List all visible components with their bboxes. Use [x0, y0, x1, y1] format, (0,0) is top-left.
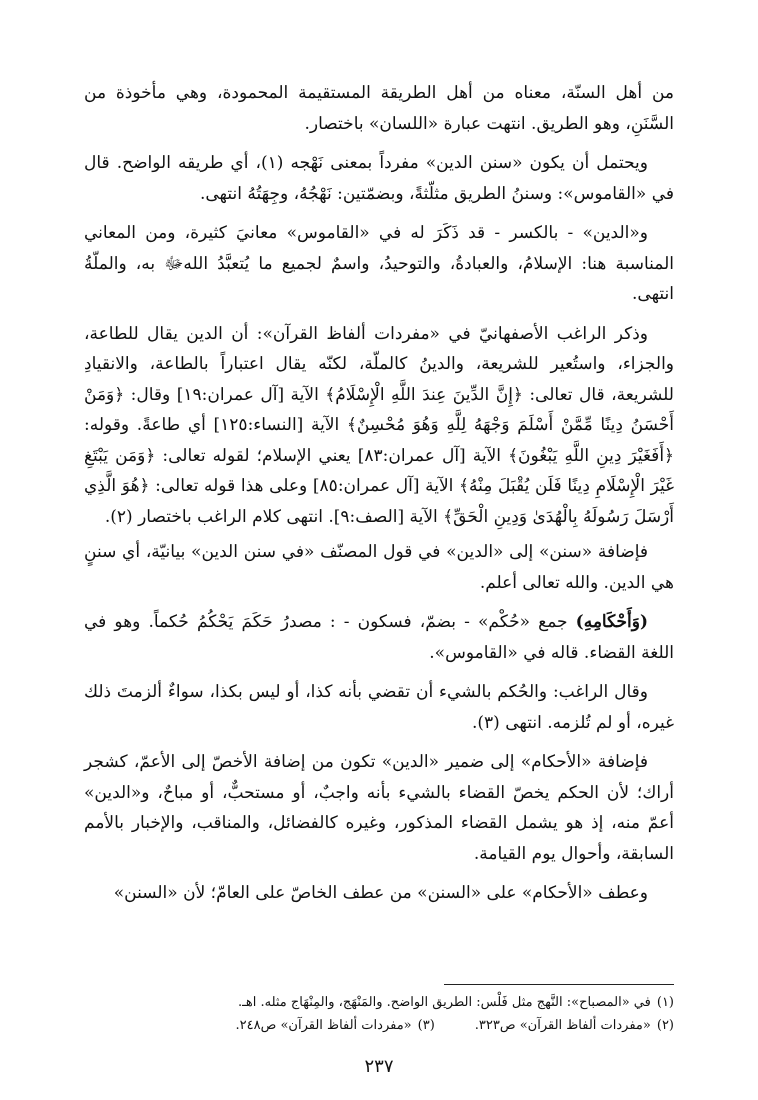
footnote-marker: (٣): [417, 1018, 435, 1033]
lemma-heading: (وَأَحْكَامِهِ): [575, 612, 648, 632]
main-text: [84, 78, 674, 909]
footnote-1: [84, 991, 674, 1014]
footnote-marker: (٢): [656, 1018, 674, 1033]
paragraph-7: وقال الراغب: والحُكم بالشيء أن تقضي بأنه كذا، أو ليس بكذا، سواءٌ ألزمتَ ذلك غيره، أو لم تُلزمه. انتهى (٣).: [84, 682, 674, 733]
paragraph-8: فإضافة «الأحكام» إلى ضمير «الدين» تكون من إضافة الأخصّ إلى الأعمّ، كشجر أراك؛ لأن الحكم يخصّ القضاء بالشيء بأنه واجبٌ، أو مستحبٌّ، أو مباحٌ، و«الدين» أعمّ منه، إذ هو يشمل القضاء المذكور، وغيره كالفضائل، والمناقب، والإخبار بالأمم السابقة، وأحوال يوم القيامة.: [84, 752, 674, 864]
paragraph-6: (وَأَحْكَامِهِ) جمع «حُكْم» - بضمّ، فسكون - : مصدرُ حَكَمَ يَحْكُمُ حُكماً. وهو في اللغة القضاء. قاله في «القاموس».: [84, 612, 674, 663]
footnote-text: «مفردات ألفاظ القرآن» ص٢٤٨.: [235, 1018, 412, 1033]
page-number: ٢٣٧: [364, 1056, 394, 1077]
paragraph-9: وعطف «الأحكام» على «السنن» من عطف الخاصّ على العامّ؛ لأن «السنن»: [113, 883, 648, 903]
paragraph-4: وذكر الراغب الأصفهانيّ في «مفردات ألفاظ القرآن»: أن الدين يقال للطاعة، والجزاء، واستُعير للشريعة، والدينُ كالملّة، لكنّه يقال اعتباراً بالطاعة، والانقيادِ للشريعة، قال تعالى: ﴿إِنَّ الدِّينَ عِندَ اللَّهِ الْإِسْلَامُ﴾ الآية [آل عمران:١٩] وقال: ﴿وَمَنْ أَحْسَنُ دِينًا مِّمَّنْ أَسْلَمَ وَجْهَهُ لِلَّهِ وَهُوَ مُحْسِنٌ﴾ الآية [النساء:١٢٥] أي طاعةً. وقوله: ﴿أَفَغَيْرَ دِينِ اللَّهِ يَبْغُونَ﴾ الآية [آل عمران:٨٣] يعني الإسلام؛ لقوله تعالى: ﴿وَمَن يَبْتَغِ غَيْرَ الْإِسْلَامِ دِينًا فَلَن يُقْبَلَ مِنْهُ﴾ الآية [آل عمران:٨٥] وعلى هذا قوله تعالى: ﴿هُوَ الَّذِي أَرْسَلَ رَسُولَهُ بِالْهُدَىٰ وَدِينِ الْحَقِّ﴾ الآية [الصف:٩]. انتهى كلام الراغب باختصار (٢).: [84, 323, 674, 527]
footnote-marker: (١): [656, 995, 674, 1010]
footnote-text: «مفردات ألفاظ القرآن» ص٣٢٣.: [474, 1018, 651, 1033]
footnotes: [84, 984, 674, 1037]
paragraph-2: ويحتمل أن يكون «سنن الدين» مفرداً بمعنى نَهْجه (١)، أي طريقه الواضح. قال في «القاموس»: وسننُ الطريق مثلّثةً، وبضمّتين: نَهْجُهُ، وجِهَتُهُ انتهى.: [84, 153, 674, 204]
footnote-divider: [444, 984, 674, 985]
footnote-2-3: [84, 1014, 674, 1037]
paragraph-1: من أهل السنّة، معناه من أهل الطريقة المستقيمة المحمودة، وهي مأخوذة من السَّنَنِ، وهو الطريق. انتهت عبارة «اللسان» باختصار.: [84, 83, 675, 134]
paragraph-3: و«الدين» - بالكسر - قد ذَكَرَ له في «القاموس» معانيَ كثيرة، ومن المعاني المناسبة هنا: الإسلامُ، والعبادةُ، والتوحيدُ، واسمٌ لجميع ما يُتعبَّدُ اللهﷻ به، والملّةُ انتهى.: [84, 223, 674, 304]
paragraph-5: فإضافة «سنن» إلى «الدين» في قول المصنّف «في سنن الدين» بيانيّة، أي سننٍ هي الدين. والله تعالى أعلم.: [84, 542, 674, 593]
footnote-text: في «المصباح»: النَّهج مثل فَلْس: الطريق الواضح. والمَنْهَج، والمِنْهَاج مثله. اهـ.: [237, 995, 651, 1010]
